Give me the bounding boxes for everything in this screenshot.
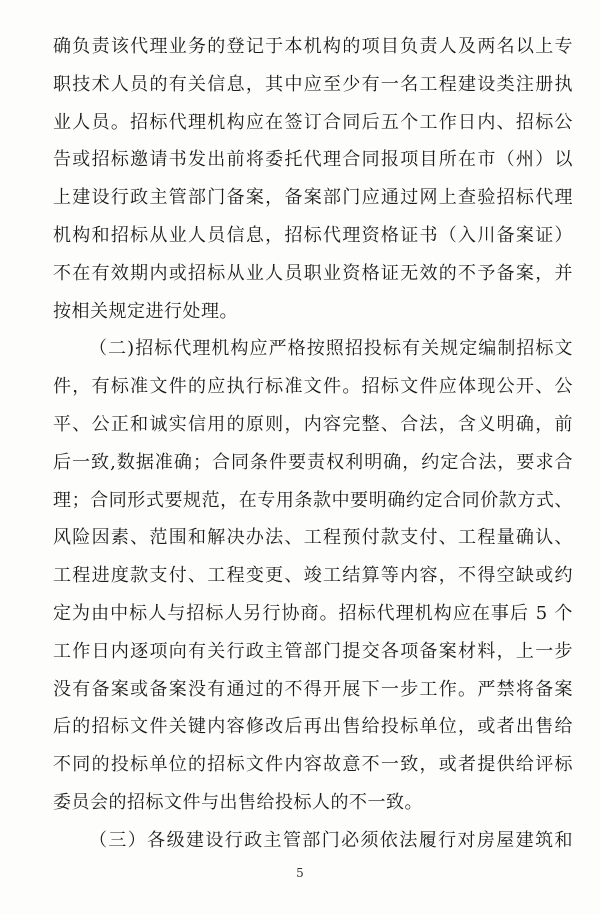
document-body (53, 28, 573, 860)
text-line: 告或招标邀请书发出前将委托代理合同报项目所在市（州）以 (53, 149, 573, 171)
text-line: 没有备案或备案没有通过的不得开展下一步工作。严禁将备案 (53, 678, 573, 700)
text-line: 上建设行政主管部门备案，备案部门应通过网上查验招标代理 (53, 187, 573, 209)
text-line: 委员会的招标文件与出售给投标人的不一致。 (53, 791, 423, 813)
text-line: 平、公正和诚实信用的原则，内容完整、合法，含义明确，前 (53, 413, 573, 435)
section-heading-line: （二)招标代理机构应严格按照招投标有关规定编制招标文 (89, 338, 573, 360)
text-line: 工程进度款支付、工程变更、竣工结算等内容，不得空缺或约 (53, 565, 573, 587)
text-line: 理；合同形式要规范，在专用条款中要明确约定合同价款方式、 (53, 489, 573, 511)
text-line: 不同的投标单位的招标文件内容故意不一致，或者提供给评标 (53, 754, 573, 776)
text-line: 工作日内逐项向有关行政主管部门提交各项备案材料，上一步 (53, 640, 573, 662)
text-line: 风险因素、范围和解决办法、工程预付款支付、工程量确认、 (53, 527, 573, 549)
text-line: 不在有效期内或招标从业人员职业资格证无效的不予备案，并 (53, 262, 573, 284)
text-line: 确负责该代理业务的登记于本机构的项目负责人及两名以上专 (53, 36, 573, 57)
text-line: 后一致,数据准确；合同条件要责权利明确，约定合法，要求合 (53, 451, 573, 473)
section-heading-line: （三）各级建设行政主管部门必须依法履行对房屋建筑和 (89, 829, 573, 851)
text-line: 定为由中标人与招标人另行协商。招标代理机构应在事后 5 个 (53, 602, 573, 624)
text-line: 业人员。招标代理机构应在签订合同后五个工作日内、招标公 (53, 111, 573, 133)
page-number: 5 (296, 866, 304, 880)
text-line: 职技术人员的有关信息，其中应至少有一名工程建设类注册执 (53, 73, 573, 95)
text-line: 件，有标准文件的应执行标准文件。招标文件应体现公开、公 (53, 376, 573, 398)
text-line: 后的招标文件关键内容修改后再出售给投标单位，或者出售给 (53, 716, 573, 738)
text-line: 按相关规定进行处理。 (53, 300, 238, 322)
text-line: 机构和招标从业人员信息，招标代理资格证书（入川备案证） (53, 224, 573, 246)
